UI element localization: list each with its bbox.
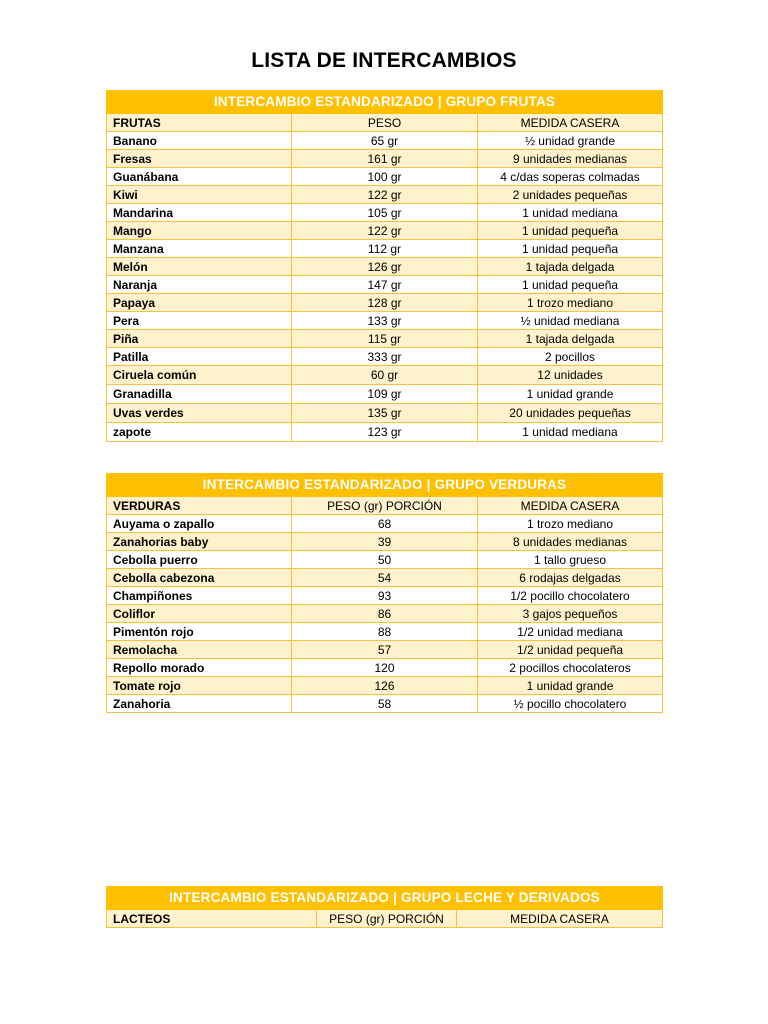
peso-cell: 57 [292,641,478,659]
item-name-cell: Piña [107,330,292,348]
item-name-cell: Zanahorias baby [107,533,292,551]
table-row [107,222,663,240]
medida-cell: 1 unidad pequeña [478,222,663,240]
medida-cell: 1 unidad grande [478,677,663,695]
table-row [107,404,663,423]
peso-cell: 120 [292,659,478,677]
table-row [107,515,663,533]
peso-cell: 93 [292,587,478,605]
medida-cell: 12 unidades [478,366,663,385]
peso-cell: 126 gr [292,258,478,276]
peso-cell: 88 [292,623,478,641]
peso-cell: 39 [292,533,478,551]
peso-cell: 68 [292,515,478,533]
table-row [107,605,663,623]
lacteos-banner: INTERCAMBIO ESTANDARIZADO | GRUPO LECHE Y DERIVADOS [107,887,663,910]
peso-cell: 115 gr [292,330,478,348]
page-title: LISTA DE INTERCAMBIOS [251,49,517,72]
item-name-cell: Banano [107,132,292,150]
verduras-header-medida: MEDIDA CASERA [478,497,663,515]
medida-cell: 4 c/das soperas colmadas [478,168,663,186]
table-row [107,587,663,605]
peso-cell: 112 gr [292,240,478,258]
peso-cell: 86 [292,605,478,623]
table-row [107,150,663,168]
frutas-header-peso: PESO [292,114,478,132]
peso-cell: 135 gr [292,404,478,423]
peso-cell: 123 gr [292,423,478,442]
table-row [107,641,663,659]
item-name-cell: Pera [107,312,292,330]
item-name-cell: Pimentón rojo [107,623,292,641]
peso-cell: 147 gr [292,276,478,294]
table-row [107,677,663,695]
medida-cell: 2 pocillos [478,348,663,366]
frutas-header-name: FRUTAS [107,114,292,132]
frutas-header-medida: MEDIDA CASERA [478,114,663,132]
table-row [107,659,663,677]
lacteos-header-name: LACTEOS [107,910,317,928]
peso-cell: 58 [292,695,478,713]
table-row [107,623,663,641]
medida-cell: 1 tajada delgada [478,258,663,276]
medida-cell: 8 unidades medianas [478,533,663,551]
medida-cell: 1 trozo mediano [478,515,663,533]
medida-cell: 1/2 unidad pequeña [478,641,663,659]
lacteos-header-medida: MEDIDA CASERA [457,910,663,928]
table-row [107,385,663,404]
peso-cell: 128 gr [292,294,478,312]
item-name-cell: Granadilla [107,385,292,404]
medida-cell: 9 unidades medianas [478,150,663,168]
medida-cell: 1/2 unidad mediana [478,623,663,641]
item-name-cell: Tomate rojo [107,677,292,695]
table-row [107,294,663,312]
item-name-cell: Champiñones [107,587,292,605]
item-name-cell: Remolacha [107,641,292,659]
item-name-cell: Papaya [107,294,292,312]
medida-cell: ½ unidad mediana [478,312,663,330]
table-row [107,330,663,348]
peso-cell: 122 gr [292,222,478,240]
item-name-cell: Uvas verdes [107,404,292,423]
medida-cell: 1 unidad mediana [478,204,663,222]
table-row [107,276,663,294]
table-row [107,168,663,186]
peso-cell: 54 [292,569,478,587]
item-name-cell: zapote [107,423,292,442]
table-row [107,366,663,385]
item-name-cell: Ciruela común [107,366,292,385]
item-name-cell: Manzana [107,240,292,258]
peso-cell: 65 gr [292,132,478,150]
item-name-cell: Repollo morado [107,659,292,677]
item-name-cell: Mandarina [107,204,292,222]
item-name-cell: Melón [107,258,292,276]
item-name-cell: Kiwi [107,186,292,204]
table-row [107,132,663,150]
table-row [107,240,663,258]
table-row [107,348,663,366]
table-row [107,569,663,587]
frutas-table [106,90,663,442]
peso-cell: 50 [292,551,478,569]
medida-cell: ½ pocillo chocolatero [478,695,663,713]
table-row [107,312,663,330]
item-name-cell: Coliflor [107,605,292,623]
item-name-cell: Fresas [107,150,292,168]
table-row [107,695,663,713]
table-row [107,551,663,569]
medida-cell: 1 trozo mediano [478,294,663,312]
medida-cell: 1/2 pocillo chocolatero [478,587,663,605]
peso-cell: 133 gr [292,312,478,330]
peso-cell: 109 gr [292,385,478,404]
verduras-banner: INTERCAMBIO ESTANDARIZADO | GRUPO VERDURAS [107,474,663,497]
medida-cell: 3 gajos pequeños [478,605,663,623]
medida-cell: 1 unidad mediana [478,423,663,442]
verduras-header-peso: PESO (gr) PORCIÓN [292,497,478,515]
medida-cell: 2 unidades pequeñas [478,186,663,204]
item-name-cell: Guanábana [107,168,292,186]
medida-cell: 6 rodajas delgadas [478,569,663,587]
table-row [107,423,663,442]
item-name-cell: Patilla [107,348,292,366]
peso-cell: 126 [292,677,478,695]
medida-cell: 1 unidad grande [478,385,663,404]
lacteos-table [106,886,663,928]
item-name-cell: Cebolla cabezona [107,569,292,587]
table-row [107,204,663,222]
peso-cell: 60 gr [292,366,478,385]
item-name-cell: Cebolla puerro [107,551,292,569]
medida-cell: 1 tajada delgada [478,330,663,348]
table-row [107,258,663,276]
table-row [107,533,663,551]
frutas-banner: INTERCAMBIO ESTANDARIZADO | GRUPO FRUTAS [107,91,663,114]
verduras-header-name: VERDURAS [107,497,292,515]
peso-cell: 122 gr [292,186,478,204]
medida-cell: 1 unidad pequeña [478,276,663,294]
item-name-cell: Zanahoria [107,695,292,713]
medida-cell: 1 unidad pequeña [478,240,663,258]
peso-cell: 105 gr [292,204,478,222]
item-name-cell: Auyama o zapallo [107,515,292,533]
lacteos-header-peso: PESO (gr) PORCIÓN [317,910,457,928]
verduras-table [106,473,663,713]
medida-cell: 1 tallo grueso [478,551,663,569]
medida-cell: 20 unidades pequeñas [478,404,663,423]
item-name-cell: Mango [107,222,292,240]
medida-cell: ½ unidad grande [478,132,663,150]
medida-cell: 2 pocillos chocolateros [478,659,663,677]
table-row [107,186,663,204]
item-name-cell: Naranja [107,276,292,294]
peso-cell: 161 gr [292,150,478,168]
peso-cell: 100 gr [292,168,478,186]
peso-cell: 333 gr [292,348,478,366]
